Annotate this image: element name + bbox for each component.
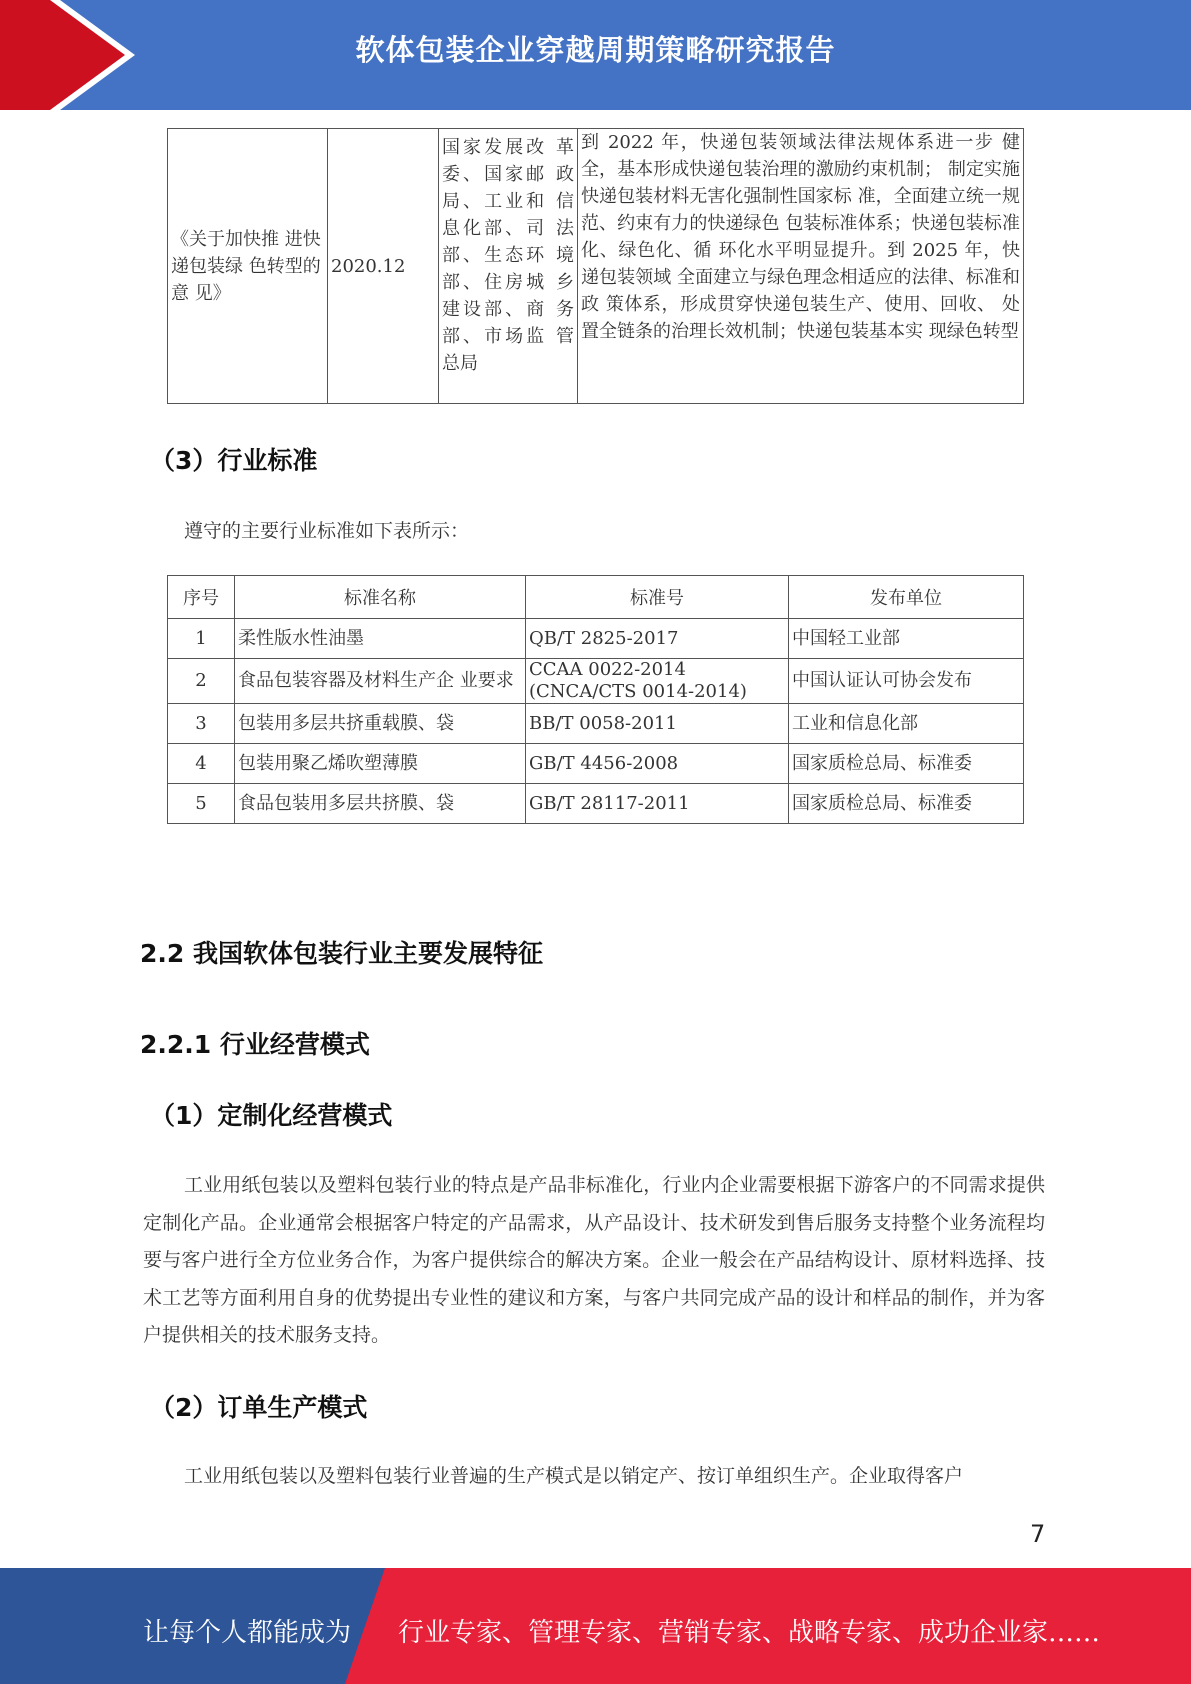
column-header: 标准号 <box>526 576 789 619</box>
issuer-line: 部、住房城 乡 <box>442 272 574 293</box>
issuer-line: 委、国家邮 政 <box>442 164 574 185</box>
row-number: 4 <box>168 744 235 784</box>
column-header: 标准名称 <box>235 576 526 619</box>
policy-issuer-cell <box>439 129 578 404</box>
standard-name: 食品包装用多层共挤膜、袋 <box>235 784 526 824</box>
custom-mode-paragraph: 工业用纸包装以及塑料包装行业的特点是产品非标准化，行业内企业需要根据下游客户的不同需求提供定制化产品。企业通常会根据客户特定的产品需求，从产品设计、技术研发到售后服务支持整个业务流程均要与客户进行全方位业务合作，为客户提供综合的解决方案。企业一般会在产品结构设计、原材料选择、技术工艺等方面利用自身的优势提出专业性的建议和方案，与客户共同完成产品的设计和样品的制作，并为客户提供相关的技术服务支持。 <box>143 1174 1045 1346</box>
table-row <box>168 784 1024 824</box>
issuer-line: 部、生态环 境 <box>442 245 574 266</box>
column-header: 发布单位 <box>789 576 1024 619</box>
row-number: 3 <box>168 704 235 744</box>
policy-content-cell: 到 2022 年，快递包装领域法律法规体系进一步 健全，基本形成快递包装治理的激励约束机制； 制定实施快递包装材料无害化强制性国家标 准，全面建立统一规范、约束有力的快递绿色 包装标准体系；快递包装标准化、绿色化、循 环化水平明显提升。到 2025 年，快递包装领域 全面建立与绿色理念相适应的法律、标准和政 策体系，形成贯穿快递包装生产、使用、回收、 处置全链条的治理长效机制；快递包装基本实 现绿色转型 <box>578 129 1024 404</box>
policy-table <box>167 128 1024 404</box>
publisher: 国家质检总局、标准委 <box>789 744 1024 784</box>
issuer-line: 部、市场监 管 <box>442 326 574 347</box>
table-header-row <box>168 576 1024 619</box>
table-row <box>168 129 1024 404</box>
table-row <box>168 704 1024 744</box>
column-header: 序号 <box>168 576 235 619</box>
order-mode-paragraph: 工业用纸包装以及塑料包装行业普遍的生产模式是以销定产、按订单组织生产。企业取得客户 <box>184 1465 964 1487</box>
issuer-line: 息化部、司 法 <box>442 218 574 239</box>
section-heading-standards: （3）行业标准 <box>150 446 318 475</box>
standards-table <box>167 575 1024 824</box>
row-number: 1 <box>168 619 235 659</box>
section-heading-2-2: 2.2 我国软体包装行业主要发展特征 <box>140 939 543 968</box>
issuer-line: 总局 <box>442 353 478 374</box>
standards-intro: 遵守的主要行业标准如下表所示： <box>184 520 470 542</box>
standard-name: 食品包装容器及材料生产企 业要求 <box>235 659 526 704</box>
standard-code: GB/T 28117-2011 <box>526 784 789 824</box>
standard-name: 包装用聚乙烯吹塑薄膜 <box>235 744 526 784</box>
footer-slogan-left: 让每个人都能成为 <box>143 1618 352 1648</box>
section-heading-2-2-1: 2.2.1 行业经营模式 <box>140 1030 370 1059</box>
page-footer <box>0 1568 1191 1684</box>
standard-code: GB/T 4456-2008 <box>526 744 789 784</box>
table-row <box>168 744 1024 784</box>
issuer-line: 国家发展改 革 <box>442 137 574 158</box>
standard-name: 包装用多层共挤重载膜、袋 <box>235 704 526 744</box>
table-row <box>168 619 1024 659</box>
publisher: 中国轻工业部 <box>789 619 1024 659</box>
row-number: 5 <box>168 784 235 824</box>
publisher: 国家质检总局、标准委 <box>789 784 1024 824</box>
table-row <box>168 659 1024 704</box>
page-header <box>0 0 1191 110</box>
section-heading-order-mode: （2）订单生产模式 <box>150 1393 368 1422</box>
policy-name-cell: 《关于加快推 进快递包装绿 色转型的意 见》 <box>168 129 328 404</box>
page-number: 7 <box>1030 1520 1046 1548</box>
standard-code: CCAA 0022-2014 (CNCA/CTS 0014-2014) <box>526 659 789 704</box>
standard-name: 柔性版水性油墨 <box>235 619 526 659</box>
report-title: 软体包装企业穿越周期策略研究报告 <box>355 33 836 67</box>
section-heading-custom-mode: （1）定制化经营模式 <box>150 1101 393 1130</box>
row-number: 2 <box>168 659 235 704</box>
issuer-line: 建设部、商 务 <box>442 299 574 320</box>
issuer-line: 局、工业和 信 <box>442 191 574 212</box>
publisher: 工业和信息化部 <box>789 704 1024 744</box>
standard-code: QB/T 2825-2017 <box>526 619 789 659</box>
policy-date-cell: 2020.12 <box>328 129 439 404</box>
footer-slogan-right: 行业专家、管理专家、营销专家、战略专家、成功企业家…… <box>398 1618 1101 1648</box>
standard-code: BB/T 0058-2011 <box>526 704 789 744</box>
publisher: 中国认证认可协会发布 <box>789 659 1024 704</box>
